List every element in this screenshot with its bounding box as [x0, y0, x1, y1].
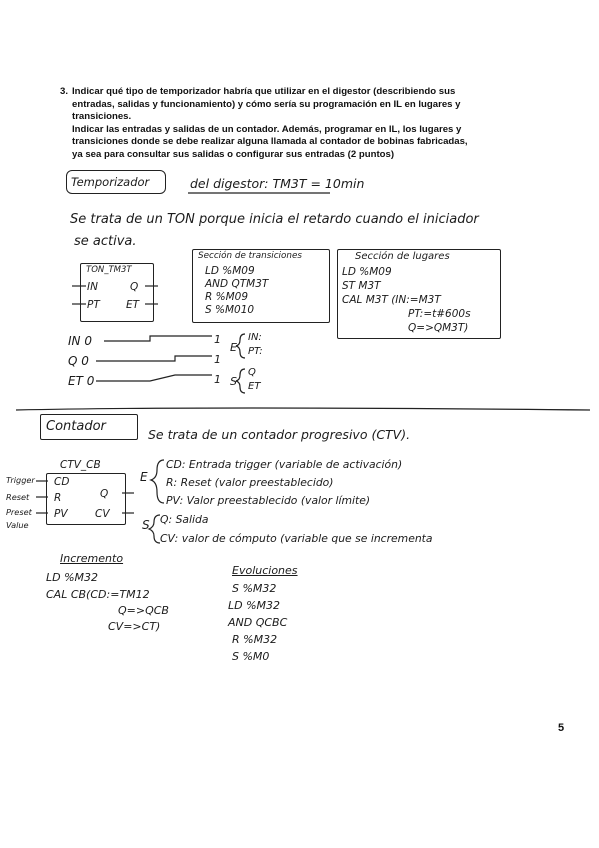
- ton-output-q: Q: [130, 281, 139, 293]
- evolutions-line: S %M32: [232, 582, 277, 595]
- question-line: entradas, salidas y funcionamiento) y cómo sería su programación en IL en lugares y: [72, 98, 461, 110]
- evolutions-line: AND QCBC: [228, 616, 288, 629]
- ctv-block-name: CTV_CB: [60, 459, 101, 471]
- brace-counter-inputs: [151, 460, 164, 503]
- evolutions-title: Evoluciones: [232, 564, 298, 577]
- waveform-et: [96, 375, 212, 381]
- brace-inputs: [236, 334, 245, 358]
- transitions-line: S %M010: [205, 304, 255, 316]
- places-title: Sección de lugares: [355, 251, 450, 262]
- places-line: PT:=t#600s: [408, 308, 471, 320]
- signal-in-high: 1: [214, 333, 221, 346]
- inputs-e-label: E: [230, 341, 237, 354]
- outputs-q-label: Q: [248, 367, 256, 378]
- places-line: CAL M3T (IN:=M3T: [342, 294, 441, 306]
- counter-def-line: CD: Entrada trigger (variable de activación): [166, 458, 403, 471]
- ctv-input-r: R: [54, 492, 62, 504]
- timer-heading: Temporizador: [71, 175, 150, 189]
- transitions-line: R %M09: [205, 291, 249, 303]
- transitions-title: Sección de transiciones: [198, 251, 302, 261]
- transitions-line: LD %M09: [205, 265, 255, 277]
- ton-output-et: ET: [126, 299, 140, 311]
- ctv-side-label-trigger: Trigger: [6, 475, 35, 485]
- outputs-et-label: ET: [248, 381, 261, 392]
- increment-title: Incremento: [60, 552, 124, 565]
- signal-q-label: Q 0: [68, 354, 89, 368]
- brace-counter-outputs: [149, 515, 160, 543]
- question-line: ya sea para consultar sus salidas o configurar sus entradas (2 puntos): [72, 148, 395, 160]
- ctv-output-q: Q: [100, 488, 109, 500]
- timer-title: del digestor: TM3T = 10min: [190, 176, 365, 191]
- places-line: LD %M09: [342, 266, 392, 278]
- ton-input-pt: PT: [87, 299, 100, 311]
- ctv-input-cd: CD: [54, 476, 70, 488]
- ton-input-in: IN: [87, 281, 98, 293]
- evolutions-line: LD %M32: [228, 599, 281, 612]
- evolutions-line: R %M32: [232, 633, 278, 646]
- inputs-in-label: IN:: [248, 332, 262, 343]
- waveform-in: [104, 336, 212, 341]
- increment-line: Q=>QCB: [118, 604, 169, 617]
- signal-in-label: IN 0: [68, 334, 92, 348]
- question-line: transiciones.: [72, 111, 132, 123]
- increment-line: LD %M32: [46, 571, 99, 584]
- counter-title: Se trata de un contador progresivo (CTV).: [148, 427, 411, 442]
- ctv-side-label-value: Value: [6, 520, 29, 530]
- question-line: 3. Indicar qué tipo de temporizador habría que utilizar en el digestor (describiendo sus: [60, 86, 456, 97]
- ctv-input-pv: PV: [54, 508, 68, 520]
- counter-def-line: R: Reset (valor preestablecido): [166, 476, 334, 489]
- counter-def-line: PV: Valor preestablecido (valor límite): [166, 494, 371, 507]
- question-line: Indicar las entradas y salidas de un contador. Además, programar en IL, los lugares y: [72, 123, 462, 135]
- signal-et-label: ET 0: [68, 374, 95, 388]
- increment-line: CAL CB(CD:=TM12: [46, 588, 150, 601]
- signal-q-high: 1: [214, 353, 221, 366]
- timer-description-line: se activa.: [74, 234, 137, 249]
- counter-def-line: Q: Salida: [160, 513, 209, 526]
- transitions-line: AND QTM3T: [205, 278, 269, 290]
- increment-line: CV=>CT): [108, 620, 161, 633]
- evolutions-line: S %M0: [232, 650, 270, 663]
- page-number: 5: [558, 722, 565, 734]
- outputs-s-label: S: [230, 375, 237, 388]
- brace-outputs: [236, 369, 245, 393]
- counter-def-line: CV: valor de cómputo (variable que se incrementa: [160, 532, 433, 545]
- counter-e-label: E: [140, 470, 148, 484]
- ctv-output-cv: CV: [95, 508, 110, 520]
- waveform-q: [96, 356, 212, 361]
- inputs-pt-label: PT:: [248, 346, 263, 357]
- counter-s-label: S: [142, 518, 150, 532]
- places-line: Q=>QM3T): [408, 322, 469, 334]
- ctv-side-label-preset: Preset: [6, 507, 32, 517]
- section-divider: [16, 408, 590, 410]
- ton-block-name: TON_TM3T: [86, 265, 132, 275]
- counter-heading: Contador: [46, 419, 106, 434]
- ctv-side-label-reset: Reset: [6, 492, 30, 502]
- signal-et-high: 1: [214, 373, 221, 386]
- question-line: transiciones donde se debe realizar alguna llamada al contador de bobinas fabricadas,: [72, 136, 468, 148]
- timer-description-line: Se trata de un TON porque inicia el retardo cuando el iniciador: [70, 212, 479, 227]
- places-line: ST M3T: [342, 280, 381, 292]
- question-number: 3.: [60, 86, 69, 97]
